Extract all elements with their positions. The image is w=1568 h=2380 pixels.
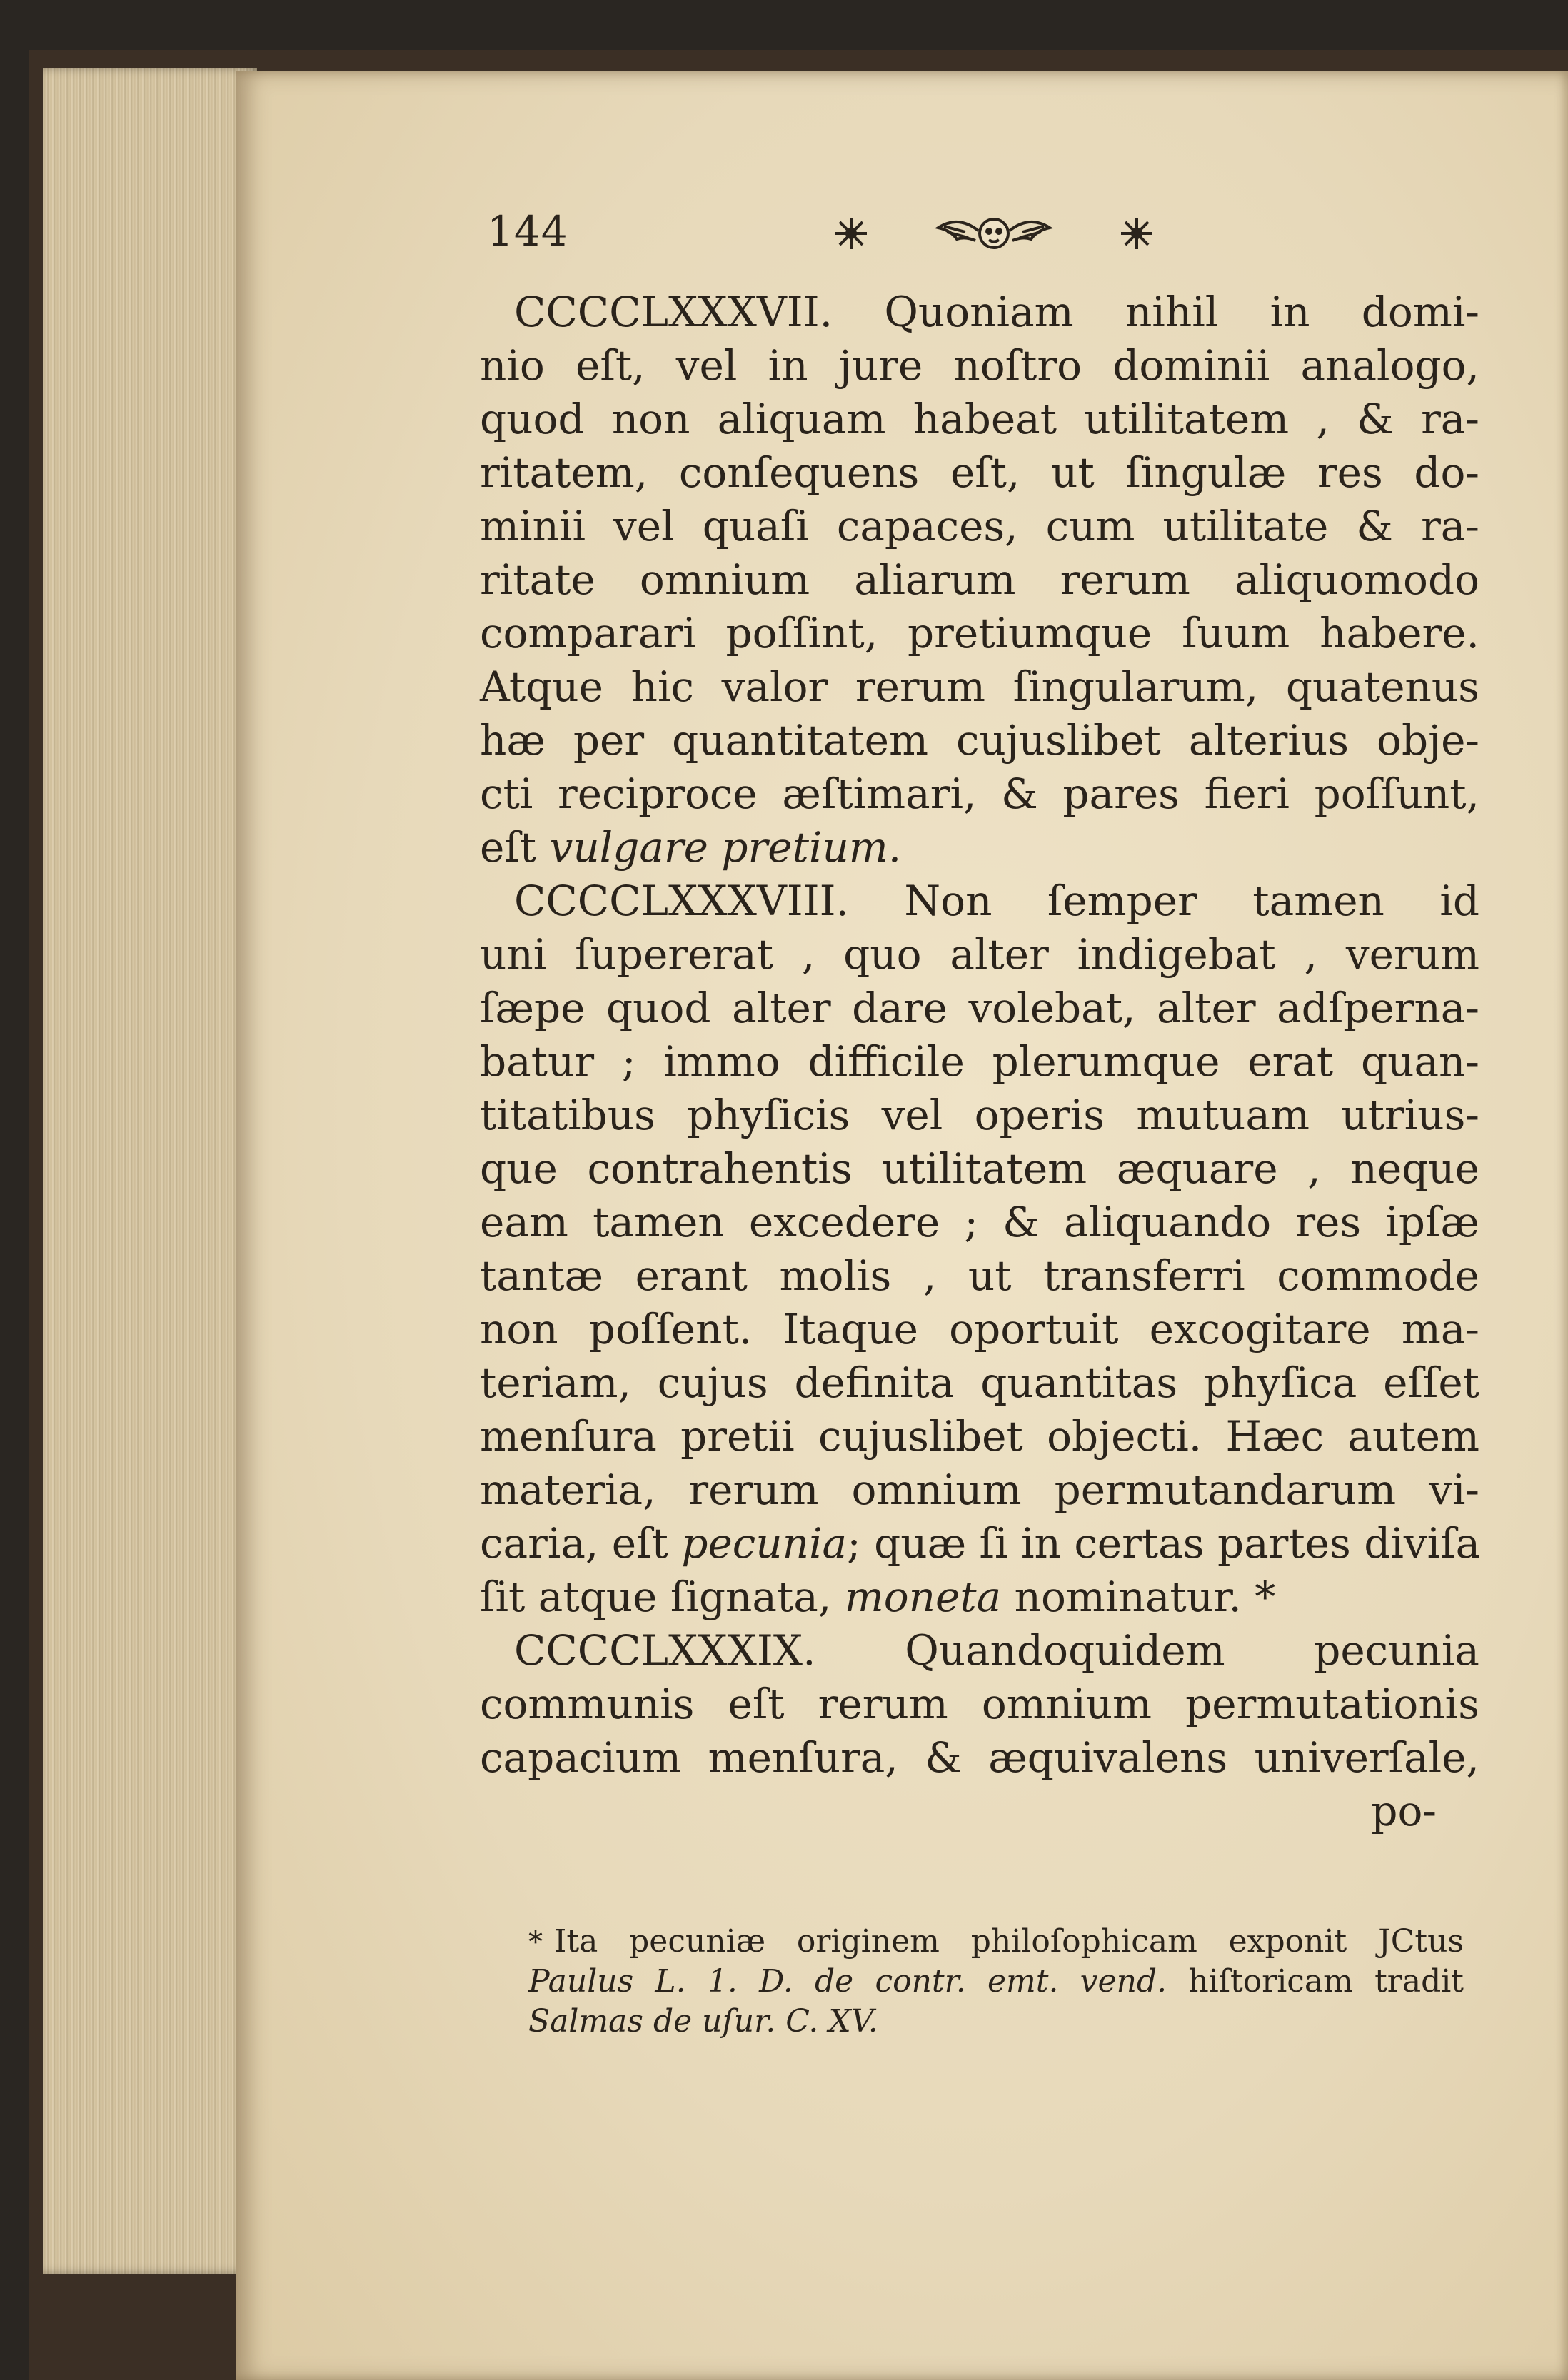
text-line: communis eſt rerum omnium permutationis xyxy=(480,1680,1479,1728)
text-line: comparari poſſint, pretiumque ſuum habere. xyxy=(480,609,1479,657)
text-line: non poſſent. Itaque oportuit excogitare ma- xyxy=(480,1305,1479,1353)
page-edges xyxy=(43,68,257,2274)
text-line: uni ſupererat , quo alter indigebat , verum xyxy=(480,930,1479,979)
text-line: Atque hic valor rerum ſingularum, quatenus xyxy=(480,662,1479,711)
italic-term: moneta xyxy=(844,1573,1002,1621)
page-header xyxy=(487,207,1465,264)
catchword: po- xyxy=(1371,1787,1437,1835)
text-fragment: eſt xyxy=(480,823,550,872)
text-line xyxy=(480,1570,1479,1624)
text-fragment: nominatur. * xyxy=(1001,1573,1276,1621)
cherub-ornament-icon xyxy=(808,201,1180,266)
text-line: tantæ erant molis , ut transferri commode xyxy=(480,1251,1479,1300)
text-line: ritatem, conſequens eſt, ut ſingulæ res do- xyxy=(480,448,1479,497)
text-line: quod non aliquam habeat utilitatem , & ra- xyxy=(480,395,1479,443)
footnote xyxy=(528,1922,1464,2042)
italic-citation: Salmas de uſur. C. XV. xyxy=(528,2003,878,2039)
text-line xyxy=(480,821,1479,874)
text-fragment: hiſtoricam tradit xyxy=(1167,1963,1464,2000)
text-line: nio eſt, vel in jure noſtro dominii analogo, xyxy=(480,341,1479,390)
text-line: ritate omnium aliarum rerum aliquomodo xyxy=(480,555,1479,604)
footnote-marker: * xyxy=(528,1926,543,1959)
text-line: titatibus phyſicis vel operis mutuam utrius- xyxy=(480,1091,1479,1139)
text-line: que contrahentis utilitatem æquare , neque xyxy=(480,1144,1479,1193)
text-line: eam tamen excedere ; & aliquando res ipſæ xyxy=(480,1198,1479,1246)
text-line: CCCCLXXXVIII. Non ſemper tamen id xyxy=(514,877,1479,925)
text-line: hæ per quantitatem cujuslibet alterius obje- xyxy=(480,716,1479,765)
footnote-line xyxy=(528,1922,1464,1962)
text-fragment: ; quæ ſi in certas partes diviſa xyxy=(847,1519,1481,1568)
body-text xyxy=(480,286,1479,1838)
text-line xyxy=(480,1517,1479,1570)
footnote-line xyxy=(528,2002,1464,2042)
page-number: 144 xyxy=(487,207,568,256)
italic-term: pecunia xyxy=(681,1519,848,1568)
text-line: materia, rerum omnium permutandarum vi- xyxy=(480,1466,1479,1514)
text-line: capacium menſura, & æquivalens univerſale, xyxy=(480,1733,1479,1782)
text-line: CCCCLXXXVII. Quoniam nihil in domi- xyxy=(514,288,1479,336)
italic-citation: Paulus L. 1. D. de contr. emt. vend. xyxy=(528,1963,1167,2000)
footnote-line xyxy=(528,1962,1464,2002)
text-fragment: caria, eſt xyxy=(480,1519,682,1568)
italic-term: vulgare pretium. xyxy=(549,823,902,872)
text-line: CCCCLXXXIX. Quandoquidem pecunia xyxy=(514,1626,1479,1675)
text-fragment: Ita pecuniæ originem philoſophicam exponit JCtus xyxy=(554,1923,1464,1960)
text-line: minii vel quaſi capaces, cum utilitate & ra- xyxy=(480,502,1479,550)
text-line: cti reciproce æſtimari, & pares fieri poſſunt, xyxy=(480,770,1479,818)
text-line: menſura pretii cujuslibet objecti. Hæc autem xyxy=(480,1412,1479,1461)
text-line: batur ; immo difficile plerumque erat quan- xyxy=(480,1037,1479,1086)
text-line: ſæpe quod alter dare volebat, alter adſperna- xyxy=(480,984,1479,1032)
text-fragment: ſit atque ſignata, xyxy=(480,1573,845,1621)
text-line: teriam, cujus definita quantitas phyſica eſſet xyxy=(480,1358,1479,1407)
